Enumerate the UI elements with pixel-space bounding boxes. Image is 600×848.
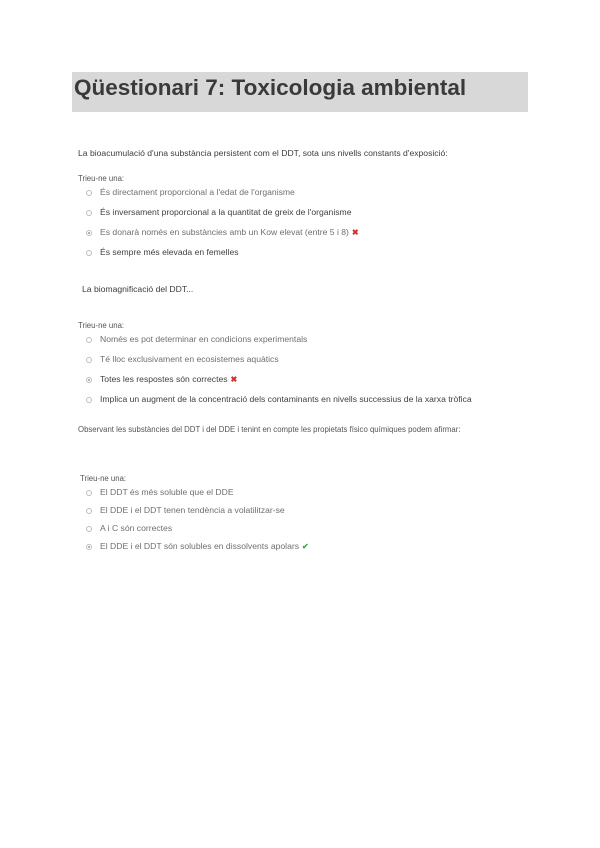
option-1b[interactable] [86, 207, 351, 218]
option-2a[interactable] [86, 334, 307, 345]
option-3d[interactable] [86, 541, 309, 552]
title-banner [72, 72, 528, 112]
radio-button[interactable] [86, 250, 92, 256]
option-2b[interactable] [86, 354, 279, 365]
option-label: Té lloc exclusivament en ecosistemes aquàtics [100, 354, 279, 364]
radio-button-selected[interactable] [86, 377, 92, 383]
option-label: Es donarà només en substàncies amb un Kow elevat (entre 5 i 8) [100, 227, 349, 237]
radio-button-selected[interactable] [86, 544, 92, 550]
radio-button[interactable] [86, 490, 92, 496]
option-label: El DDE i el DDT tenen tendència a volatilitzar-se [100, 505, 285, 515]
option-3c[interactable] [86, 523, 172, 534]
question-1 [78, 148, 508, 263]
radio-button[interactable] [86, 397, 92, 403]
question-3 [78, 425, 478, 560]
radio-button[interactable] [86, 357, 92, 363]
radio-button[interactable] [86, 526, 92, 532]
option-label: Totes les respostes són correctes [100, 374, 228, 384]
answer-prompt: Trieu-ne una: [78, 174, 125, 183]
question-text: La bioacumulació d'una substància persistent com el DDT, sota uns nivells constants d'exposició: [78, 148, 448, 158]
option-label: El DDT és més soluble que el DDE [100, 487, 234, 497]
radio-button-selected[interactable] [86, 230, 92, 236]
option-label: A i C són correctes [100, 523, 173, 533]
question-text: Observant les substàncies del DDT i del DDE i tenint en compte les propietats físico químiques podem afirmar: [78, 425, 461, 434]
option-label: El DDE i el DDT són solubles en dissolvents apolars [100, 541, 300, 551]
option-2d[interactable] [86, 394, 472, 405]
radio-button[interactable] [86, 210, 92, 216]
option-1d[interactable] [86, 247, 239, 258]
page-title: Qüestionari 7: Toxicologia ambiental [74, 75, 467, 100]
option-2c[interactable] [86, 374, 237, 385]
option-label: És inversament proporcional a la quantitat de greix de l'organisme [100, 207, 352, 217]
radio-button[interactable] [86, 190, 92, 196]
option-3a[interactable] [86, 487, 234, 498]
cross-icon: ✖ [230, 375, 238, 384]
option-1a[interactable] [86, 187, 295, 198]
option-label: És sempre més elevada en femelles [100, 247, 239, 257]
radio-button[interactable] [86, 508, 92, 514]
option-label: Implica un augment de la concentració dels contaminants en nivells successius de la xarxa tròfica [100, 394, 472, 404]
question-text: La biomagnificació del DDT... [82, 284, 194, 294]
question-2 [78, 284, 508, 409]
option-3b[interactable] [86, 505, 285, 516]
option-label: Només es pot determinar en condicions experimentals [100, 334, 308, 344]
answer-prompt: Trieu-ne una: [78, 321, 125, 330]
option-1c[interactable] [86, 227, 359, 238]
answer-prompt: Trieu-ne una: [80, 474, 127, 483]
option-label: És directament proporcional a l'edat de l'organisme [100, 187, 295, 197]
cross-icon: ✖ [351, 228, 359, 237]
check-icon: ✔ [302, 542, 309, 551]
radio-button[interactable] [86, 337, 92, 343]
